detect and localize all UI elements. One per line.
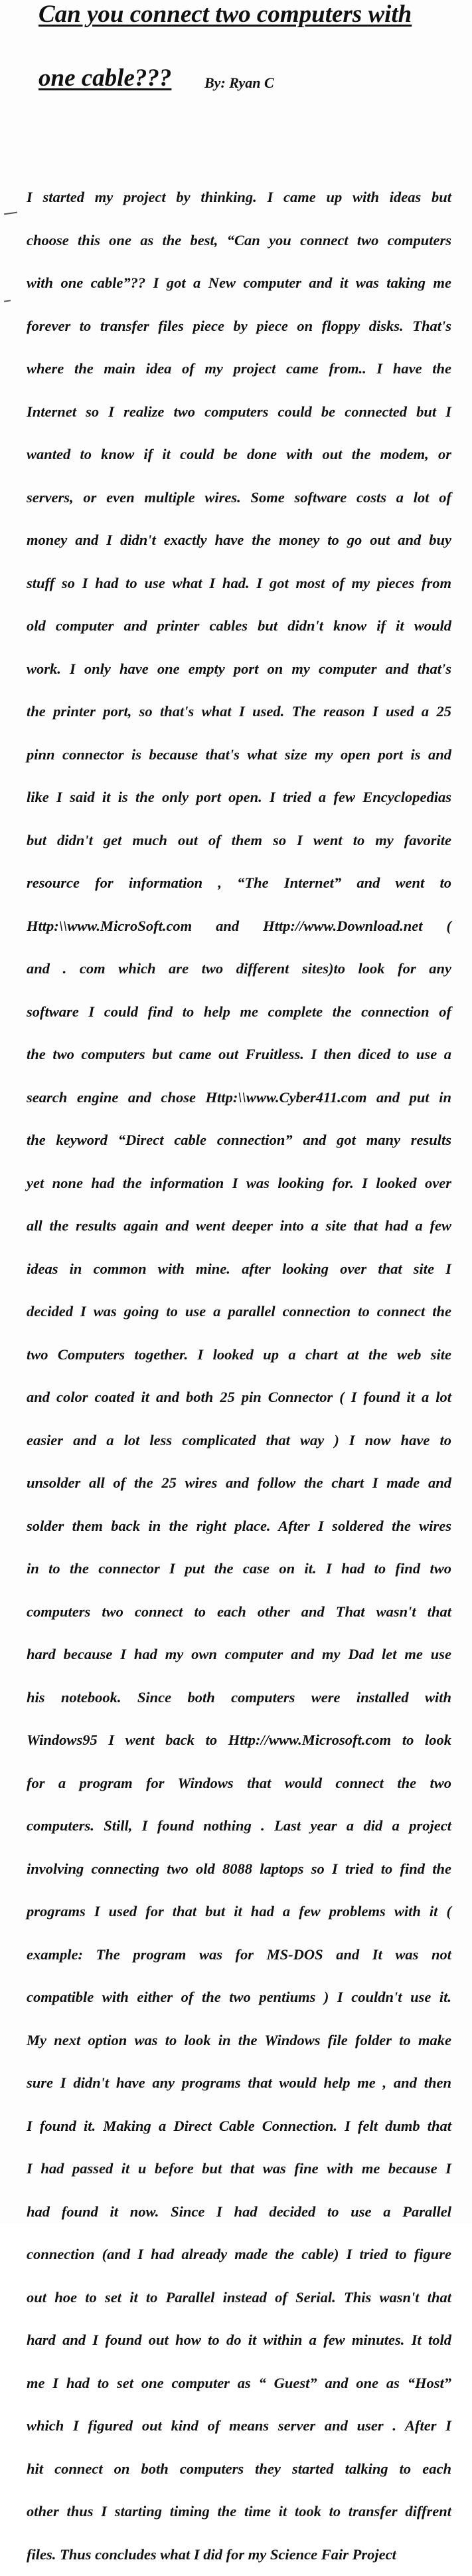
body-line: wanted to know if it could be done with out the modem, or [27,433,451,476]
body-line: example: The program was for MS-DOS and It was not [27,1933,451,1977]
body-line: search engine and chose Http:\\www.Cyber411.com and put in [27,1076,451,1120]
body-line: but didn't get much out of them so I went to my favorite [27,819,451,862]
body-paragraph [27,176,451,2576]
body-line: I started my project by thinking. I came up with ideas but [27,176,451,219]
body-line: hard and I found out how to do it within a few minutes. It told [27,2319,451,2362]
body-line: Windows95 I went back to Http://www.Microsoft.com to look [27,1719,451,1762]
body-line: had found it now. Since I had decided to use a Parallel [27,2191,451,2234]
body-line: yet none had the information I was looking for. I looked over [27,1162,451,1205]
body-line: files. Thus concludes what I did for my Science Fair Project [27,2533,451,2576]
title-line-2: one cable??? [39,64,171,93]
body-line: hard because I had my own computer and my Dad let me use [27,1633,451,1676]
body-line: hit connect on both computers they started talking to each [27,2448,451,2491]
body-line: where the main idea of my project came from.. I have the [27,347,451,391]
body-line: software I could find to help me complete the connection of [27,991,451,1034]
body-line: resource for information , “The Internet” and went to [27,862,451,905]
body-line: all the results again and went deeper into a site that had a few [27,1205,451,1248]
body-line: computers. Still, I found nothing . Last year a did a project [27,1805,451,1848]
body-line: computers two connect to each other and That wasn't that [27,1591,451,1634]
body-line: work. I only have one empty port on my computer and that's [27,648,451,691]
author-byline: By: Ryan C [204,74,274,92]
body-line: other thus I starting timing the time it took to transfer diffrent [27,2490,451,2533]
body-line: the two computers but came out Fruitless. I then diced to use a [27,1033,451,1076]
body-line: old computer and printer cables but didn't know if it would [27,605,451,648]
margin-mark [4,300,11,302]
body-line: Internet so I realize two computers could be connected but I [27,391,451,434]
body-line: sure I didn't have any programs that would help me , and then [27,2062,451,2105]
body-line: pinn connector is because that's what size my open port is and [27,734,451,777]
body-line: for a program for Windows that would connect the two [27,1762,451,1805]
body-line: easier and a lot less complicated that way ) I now have to [27,1419,451,1462]
body-line: My next option was to look in the Windows file folder to make [27,2019,451,2062]
margin-mark [4,212,17,215]
body-line: out hoe to set it to Parallel instead of Serial. This wasn't that [27,2276,451,2320]
body-line: me I had to set one computer as “ Guest” and one as “Host” [27,2362,451,2405]
body-line: compatible with either of the two pentiums ) I couldn't use it. [27,1976,451,2019]
body-line: decided I was going to use a parallel connection to connect the [27,1290,451,1334]
body-line: choose this one as the best, “Can you connect two computers [27,219,451,262]
body-line: unsolder all of the 25 wires and follow the chart I made and [27,1462,451,1505]
body-line: his notebook. Since both computers were installed with [27,1676,451,1720]
body-line: forever to transfer files piece by piece on floppy disks. That's [27,305,451,348]
body-line: programs I used for that but it had a few problems with it ( [27,1890,451,1933]
body-line: like I said it is the only port open. I tried a few Encyclopedias [27,776,451,819]
body-line: connection (and I had already made the cable) I tried to figure [27,2233,451,2276]
body-line: stuff so I had to use what I had. I got most of my pieces from [27,562,451,605]
body-line: the keyword “Direct cable connection” and got many results [27,1119,451,1162]
body-line: involving connecting two old 8088 laptops so I tried to find the [27,1848,451,1891]
body-line: and color coated it and both 25 pin Connector ( I found it a lot [27,1376,451,1419]
body-line: in to the connector I put the case on it. I had to find two [27,1547,451,1591]
body-line: I found it. Making a Direct Cable Connection. I felt dumb that [27,2105,451,2148]
title-line-1: Can you connect two computers with [39,0,412,29]
body-line: I had passed it u before but that was fine with me because I [27,2147,451,2191]
body-line: which I figured out kind of means server and user . After I [27,2405,451,2448]
body-line: and . com which are two different sites)to look for any [27,947,451,991]
body-line: money and I didn't exactly have the money to go out and buy [27,519,451,562]
body-line: Http:\\www.MicroSoft.com and Http://www.Download.net ( [27,905,451,948]
body-line: ideas in common with mine. after looking over that site I [27,1248,451,1291]
body-line: solder them back in the right place. After I soldered the wires [27,1505,451,1548]
body-line: the printer port, so that's what I used. The reason I used a 25 [27,690,451,734]
body-line: servers, or even multiple wires. Some software costs a lot of [27,476,451,520]
body-line: with one cable”?? I got a New computer and it was taking me [27,262,451,305]
body-line: two Computers together. I looked up a chart at the web site [27,1334,451,1377]
